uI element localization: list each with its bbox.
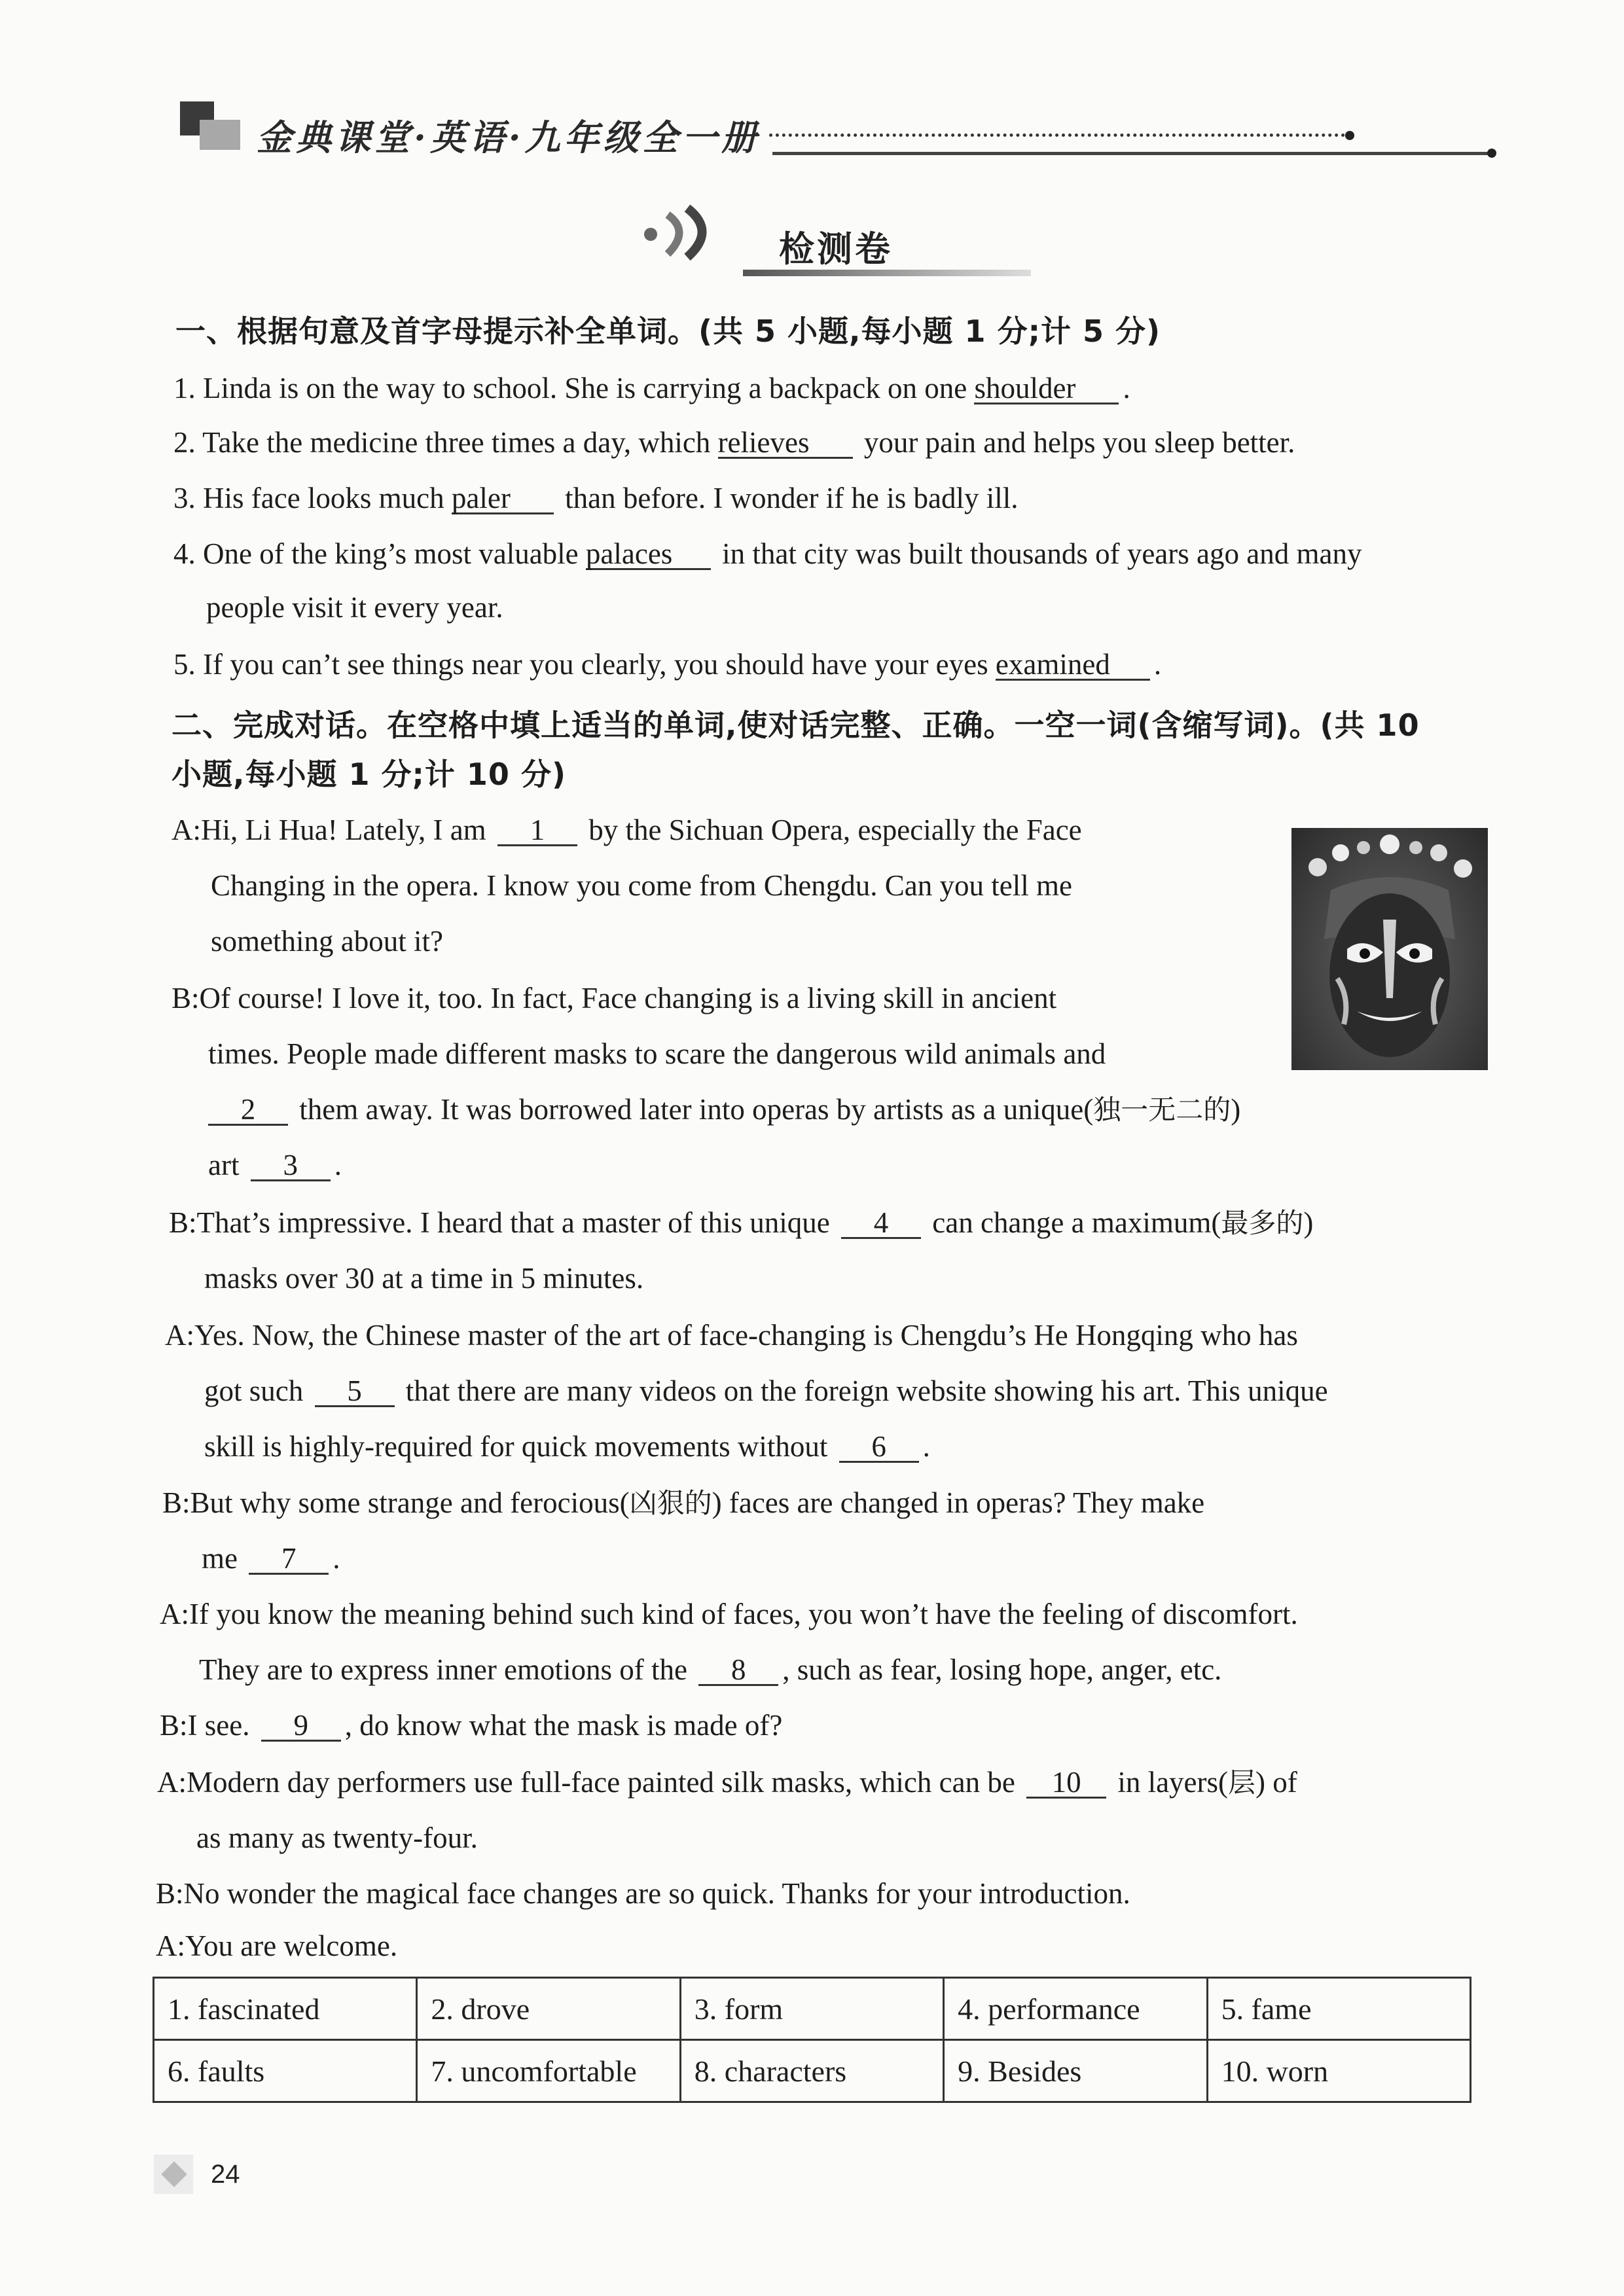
dialogue-text: ) faces are changed in operas? They make (712, 1486, 1205, 1519)
part1-item-2 (173, 424, 1295, 461)
blank-5: 5 (315, 1376, 395, 1407)
section-title: 检测卷 (779, 228, 893, 270)
part1-item-5 (173, 646, 1161, 683)
dialogue-text: ) of (1255, 1766, 1297, 1799)
dialogue-line-12 (204, 1428, 930, 1465)
dialogue-text: got such (204, 1374, 311, 1407)
dialogue-text: A:Modern day performers use full-face painted silk masks, which can be (157, 1766, 1023, 1799)
dialogue-line-10: A:Yes. Now, the Chinese master of the art of face-changing is Chengdu’s He Hongqing who has (165, 1319, 1298, 1352)
blank-9: 9 (261, 1711, 341, 1742)
dialogue-line-5: times. People made different masks to scare the dangerous wild animals and (208, 1037, 1106, 1070)
item-text: 2. Take the medicine three times a day, which (173, 426, 718, 459)
table-row (154, 1978, 1471, 2040)
dialogue-text: A:Hi, Li Hua! Lately, I am (171, 814, 494, 846)
dialogue-line-14 (202, 1540, 340, 1577)
section-logo-icon (641, 202, 727, 260)
answer-blank: paler (452, 484, 554, 514)
part1-item-4-continued: people visit it every year. (206, 591, 503, 624)
chinese-gloss: 凶狠的 (629, 1487, 712, 1519)
dialogue-text: them away. It was borrowed later into operas by artists as a unique( (292, 1093, 1094, 1126)
item-text: than before. I wonder if he is badly ill. (557, 482, 1019, 514)
dialogue-text: ) (1231, 1093, 1241, 1126)
dialogue-text: , such as fear, losing hope, anger, etc. (782, 1653, 1222, 1686)
answer-blank: relieves (718, 428, 853, 459)
item-text: 4. One of the king’s most valuable (173, 537, 586, 570)
dialogue-line-13 (162, 1484, 1204, 1522)
item-text: in that city was built thousands of years ago and many (714, 537, 1362, 570)
dialogue-text: . (334, 1149, 342, 1181)
page-number: 24 (211, 2160, 240, 2189)
dialogue-text: . (333, 1542, 340, 1575)
part2-heading-line2: 小题,每小题 1 分;计 10 分) (171, 757, 566, 792)
answer-cell: 6. faults (154, 2040, 417, 2102)
blank-2: 2 (208, 1095, 288, 1126)
blank-8: 8 (698, 1655, 778, 1686)
dialogue-text: They are to express inner emotions of the (199, 1653, 695, 1686)
header-dotted-rule (769, 134, 1345, 137)
item-text: your pain and helps you sleep better. (856, 426, 1295, 459)
header-rule-end-dot (1487, 149, 1496, 158)
dialogue-line-21: A:You are welcome. (156, 1929, 398, 1962)
dialogue-line-19: as many as twenty-four. (196, 1821, 478, 1854)
answer-cell: 2. drove (417, 1978, 680, 2040)
dialogue-text: . (922, 1430, 930, 1463)
dialogue-line-8 (169, 1204, 1313, 1242)
dialogue-text: , do know what the mask is made of? (344, 1709, 783, 1742)
header-title: 金典课堂·英语·九年级全一册 (257, 117, 761, 158)
dialogue-line-18 (157, 1764, 1297, 1801)
dialogue-text: that there are many videos on the foreign website showing his art. This unique (398, 1374, 1328, 1407)
item-text: 3. His face looks much (173, 482, 452, 514)
answer-cell: 7. uncomfortable (417, 2040, 680, 2102)
dialogue-text: B:That’s impressive. I heard that a master of this unique (169, 1206, 838, 1239)
header-rule-dot (1345, 131, 1354, 140)
chinese-gloss: 独一无二的 (1093, 1094, 1231, 1126)
dialogue-text: by the Sichuan Opera, especially the Face (581, 814, 1082, 846)
part1-item-1 (173, 370, 1130, 406)
chinese-gloss: 最多的 (1221, 1207, 1304, 1239)
part1-item-3 (173, 480, 1018, 516)
dialogue-line-16 (199, 1651, 1221, 1688)
item-text: . (1123, 372, 1130, 404)
answer-cell: 8. characters (680, 2040, 943, 2102)
dialogue-line-11 (204, 1372, 1328, 1409)
blank-3: 3 (251, 1151, 331, 1181)
item-text: 5. If you can’t see things near you clearly, you should have your eyes (173, 648, 996, 681)
blank-6: 6 (839, 1432, 919, 1463)
header-logo-square-light (200, 120, 240, 150)
answer-cell: 5. fame (1207, 1978, 1470, 2040)
opera-mask-photo (1291, 828, 1488, 1070)
table-row (154, 2040, 1471, 2102)
answer-blank: examined (996, 650, 1150, 681)
dialogue-line-3: something about it? (211, 925, 443, 958)
section-title-underline (743, 270, 1031, 276)
answer-cell: 1. fascinated (154, 1978, 417, 2040)
answer-key-table (153, 1977, 1471, 2103)
chinese-gloss: 层 (1228, 1767, 1256, 1799)
part1-heading: 一、根据句意及首字母提示补全单词。(共 5 小题,每小题 1 分;计 5 分) (175, 314, 1161, 349)
answer-cell: 3. form (680, 1978, 943, 2040)
blank-7: 7 (249, 1544, 329, 1575)
dialogue-line-2: Changing in the opera. I know you come from Chengdu. Can you tell me (211, 869, 1072, 902)
dialogue-text: B:I see. (160, 1709, 257, 1742)
dialogue-line-20: B:No wonder the magical face changes are so quick. Thanks for your introduction. (156, 1877, 1130, 1910)
blank-10: 10 (1026, 1768, 1106, 1799)
answer-blank: palaces (586, 539, 711, 570)
dialogue-text: B:But why some strange and ferocious( (162, 1486, 630, 1519)
item-text: 1. Linda is on the way to school. She is carrying a backpack on one (173, 372, 975, 404)
part2-heading-line1: 二、完成对话。在空格中填上适当的单词,使对话完整、正确。一空一词(含缩写词)。(共 10 (171, 708, 1420, 743)
item-text: . (1153, 648, 1162, 681)
header-rule (772, 152, 1492, 155)
dialogue-text: ) (1303, 1206, 1314, 1239)
dialogue-text: art (208, 1149, 247, 1181)
part1-item-4 (173, 535, 1362, 572)
dialogue-line-7 (208, 1147, 342, 1183)
dialogue-line-4: B:Of course! I love it, too. In fact, Face changing is a living skill in ancient (171, 982, 1057, 1014)
blank-4: 4 (841, 1208, 921, 1239)
dialogue-text: me (202, 1542, 245, 1575)
answer-cell: 9. Besides (944, 2040, 1207, 2102)
opera-mask-icon (1291, 828, 1488, 1070)
dialogue-line-15: A:If you know the meaning behind such kind of faces, you won’t have the feeling of discomfort. (160, 1598, 1298, 1630)
dialogue-line-6 (208, 1091, 1240, 1128)
dialogue-text: in layers( (1110, 1766, 1229, 1799)
dialogue-text: can change a maximum( (925, 1206, 1221, 1239)
answer-cell: 10. worn (1207, 2040, 1470, 2102)
dialogue-line-1 (171, 812, 1082, 848)
dialogue-text: skill is highly-required for quick movements without (204, 1430, 835, 1463)
answer-blank: shoulder (974, 374, 1119, 404)
answer-cell: 4. performance (944, 1978, 1207, 2040)
dialogue-line-9: masks over 30 at a time in 5 minutes. (204, 1262, 644, 1295)
blank-1: 1 (497, 816, 577, 846)
dialogue-line-17 (160, 1707, 782, 1744)
